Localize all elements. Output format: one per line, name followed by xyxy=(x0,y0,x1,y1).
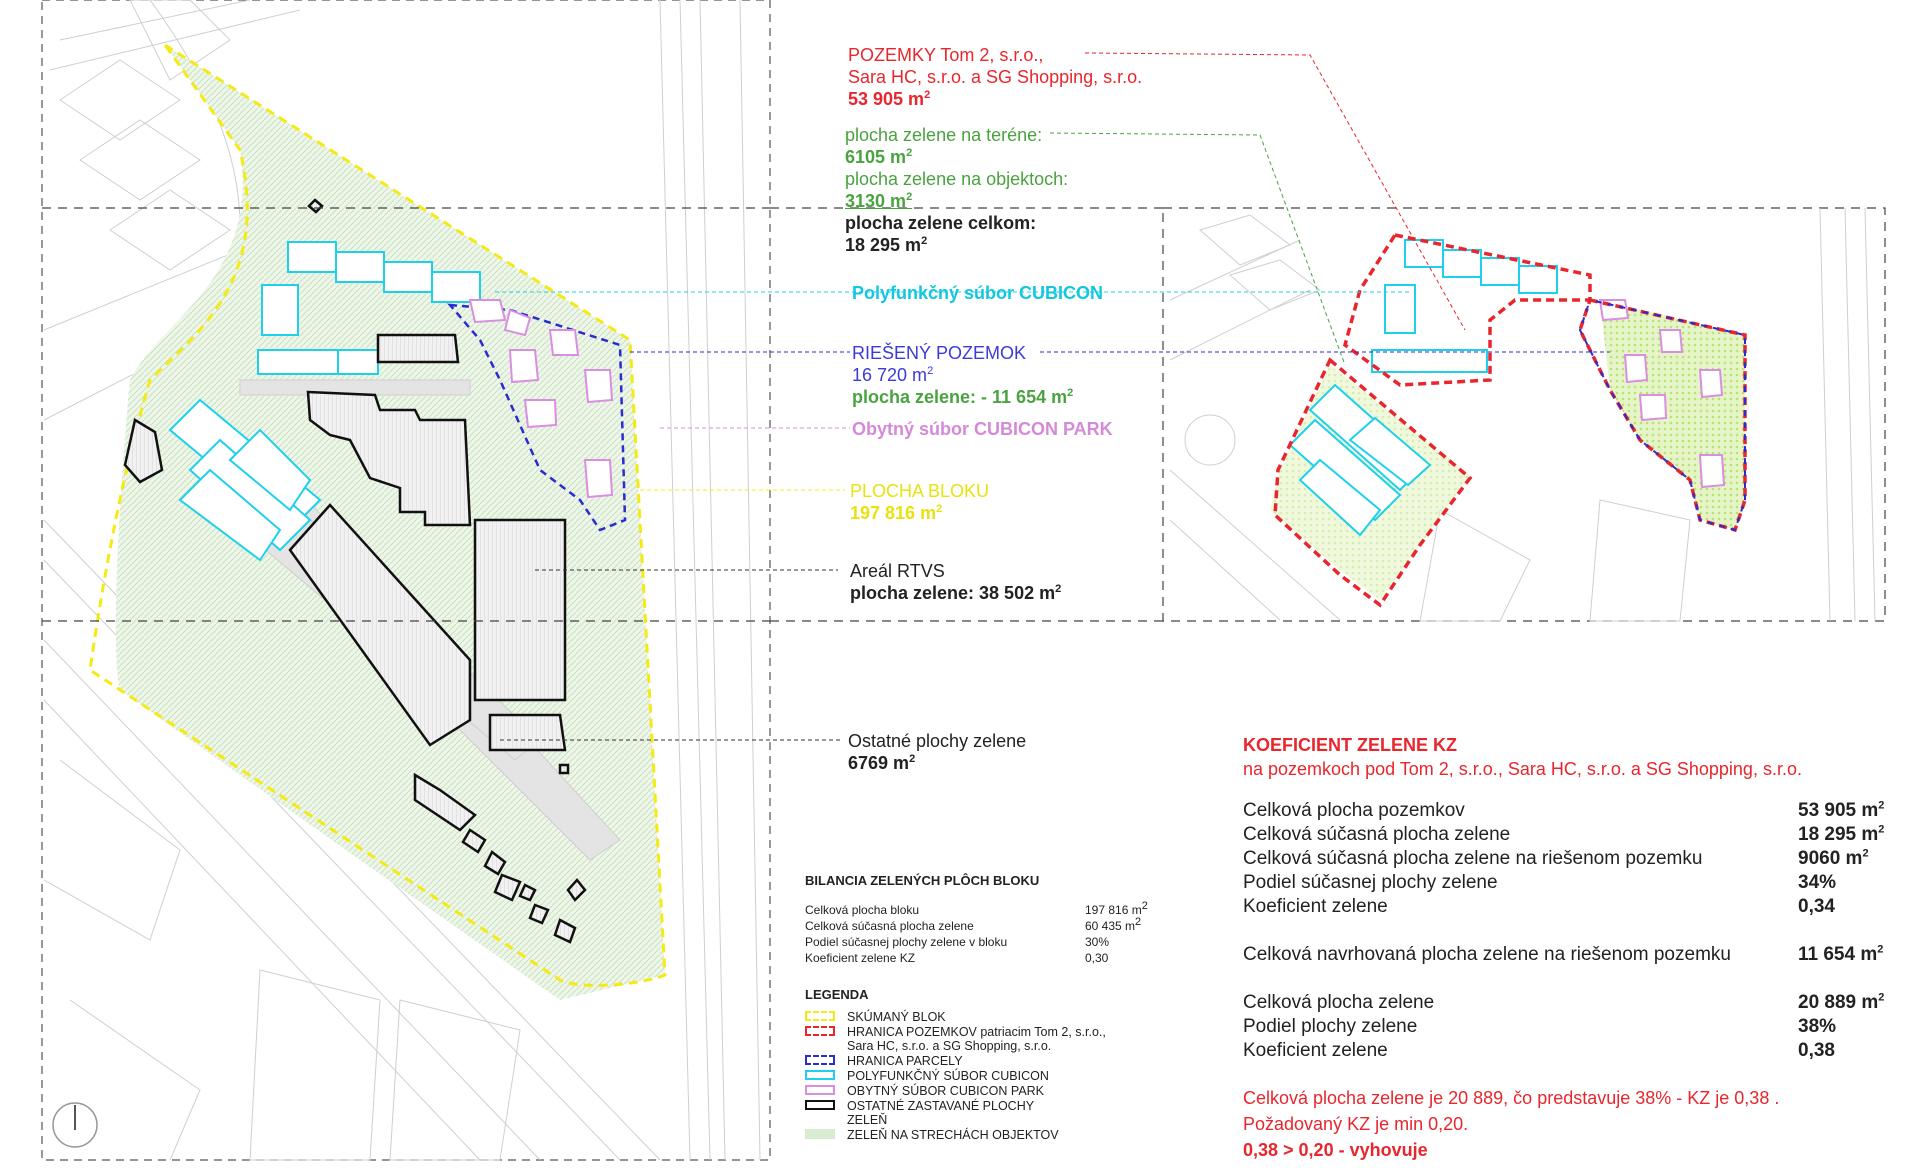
cubicon-label: Polyfunkčný súbor CUBICON xyxy=(852,283,1104,303)
rieseny-pozemok-zelen: plocha zelene: - 11 654 $m^2$ xyxy=(852,387,1074,407)
legend xyxy=(805,987,1165,1143)
plocha-bloku-value: 197 816 $m^2$ xyxy=(850,503,943,523)
kz-row: Koeficient zelene 0,38 xyxy=(1243,1040,1835,1061)
legend-item-polyfunkcny-subor: POLYFUNKČNÝ SÚBOR CUBICON xyxy=(805,1069,1165,1083)
kz-row: Celková súčasná plocha zelene na riešenom pozemku 9060 $m^2$ xyxy=(1243,847,1869,869)
legend-swatch xyxy=(805,1026,835,1036)
bilancia-row: Celková súčasná plocha zelene 60 435 $m^2$ xyxy=(805,916,1142,933)
kz-row: Celková plocha zelene 20 889 $m^2$ xyxy=(1243,991,1885,1013)
legend-item-skumany-blok: SKÚMANÝ BLOK xyxy=(805,1010,1165,1024)
kz-conclusion-2: Požadovaný KZ je min 0,20. xyxy=(1243,1114,1469,1134)
legend-swatch xyxy=(805,1011,835,1021)
rieseny-pozemok-area: 16 720 $m^2$ xyxy=(852,365,934,385)
bilancia-row: Celková plocha bloku 197 816 $m^2$ xyxy=(805,900,1148,917)
ostatne-label: Ostatné plochy zelene xyxy=(848,731,1027,751)
rtvs-label: Areál RTVS xyxy=(850,561,945,581)
bilancia-title: BILANCIA ZELENÝCH PLÔCH BLOKU xyxy=(805,873,1040,888)
pozemky-label-line2: Sara HC, s.r.o. a SG Shopping, s.r.o. xyxy=(848,67,1143,87)
right-map xyxy=(1163,208,1885,621)
legend-item-zelen-na-strechach: ZELEŇ NA STRECHÁCH OBJEKTOV xyxy=(805,1128,1165,1142)
zelen-teren-value: 6105 $m^2$ xyxy=(845,147,913,167)
cubicon-park-label: Obytný súbor CUBICON PARK xyxy=(852,419,1113,439)
kz-panel xyxy=(1243,733,1893,1163)
zelen-teren-label: plocha zelene na teréne: xyxy=(845,125,1043,145)
bilancia-row: Podiel súčasnej plochy zelene v bloku 30% xyxy=(805,935,1110,949)
legend-swatch xyxy=(805,1100,835,1110)
legend-title: LEGENDA xyxy=(805,987,869,1002)
zelen-objekty-value: 3130 $m^2$ xyxy=(845,191,913,211)
bilancia-row: Koeficient zelene KZ 0,30 xyxy=(805,951,1109,965)
kz-conclusion-1: Celková plocha zelene je 20 889, čo predstavuje 38% - KZ je 0,38 . xyxy=(1243,1088,1780,1108)
bilancia-table xyxy=(805,873,1155,966)
kz-row: Podiel súčasnej plochy zelene 34% xyxy=(1243,872,1837,893)
zelen-objekty-label: plocha zelene na objektoch: xyxy=(845,169,1069,189)
kz-row: Koeficient zelene 0,34 xyxy=(1243,896,1835,917)
kz-row: Celková súčasná plocha zelene 18 295 $m^2$ xyxy=(1243,823,1885,845)
zelen-celkom-label: plocha zelene celkom: xyxy=(845,213,1037,233)
legend-swatch xyxy=(805,1129,835,1139)
plocha-bloku-label: PLOCHA BLOKU xyxy=(850,481,990,501)
legend-item-hranica-pozemkov: HRANICA POZEMKOV patriacim Tom 2, s.r.o., Sara HC, s.r.o. a SG Shopping, s.r.o. xyxy=(805,1025,1165,1053)
kz-row: Celková plocha pozemkov 53 905 $m^2$ xyxy=(1243,799,1885,821)
kz-row: Celková navrhovaná plocha zelene na riešenom pozemku 11 654 $m^2$ xyxy=(1243,943,1884,965)
legend-item-hranica-parcely: HRANICA PARCELY xyxy=(805,1054,1165,1068)
rieseny-pozemok-label: RIEŠENÝ POZEMOK xyxy=(852,343,1027,363)
zelen-celkom-value: 18 295 $m^2$ xyxy=(845,235,928,255)
kz-title: KOEFICIENT ZELENE KZ xyxy=(1243,735,1458,755)
pozemky-area: 53 905 $m^2$ xyxy=(848,89,931,109)
kz-conclusion-3: 0,38 > 0,20 - vyhovuje xyxy=(1243,1140,1428,1160)
pozemky-label-line1: POZEMKY Tom 2, s.r.o., xyxy=(848,45,1044,65)
left-map xyxy=(42,0,770,1160)
ostatne-value: 6769 $m^2$ xyxy=(848,753,916,773)
legend-swatch xyxy=(805,1055,835,1065)
legend-item-ostatne-zastavane: OSTATNÉ ZASTAVANÉ PLOCHY ZELEŇ xyxy=(805,1099,1165,1127)
legend-swatch xyxy=(805,1070,835,1080)
legend-swatch xyxy=(805,1085,835,1095)
kz-row: Podiel plochy zelene 38% xyxy=(1243,1016,1837,1037)
rtvs-zelen: plocha zelene: 38 502 $m^2$ xyxy=(850,583,1062,603)
legend-item-obytny-subor: OBYTNÝ SÚBOR CUBICON PARK xyxy=(805,1084,1165,1098)
kz-subtitle: na pozemkoch pod Tom 2, s.r.o., Sara HC, s.r.o. a SG Shopping, s.r.o. xyxy=(1243,759,1802,779)
